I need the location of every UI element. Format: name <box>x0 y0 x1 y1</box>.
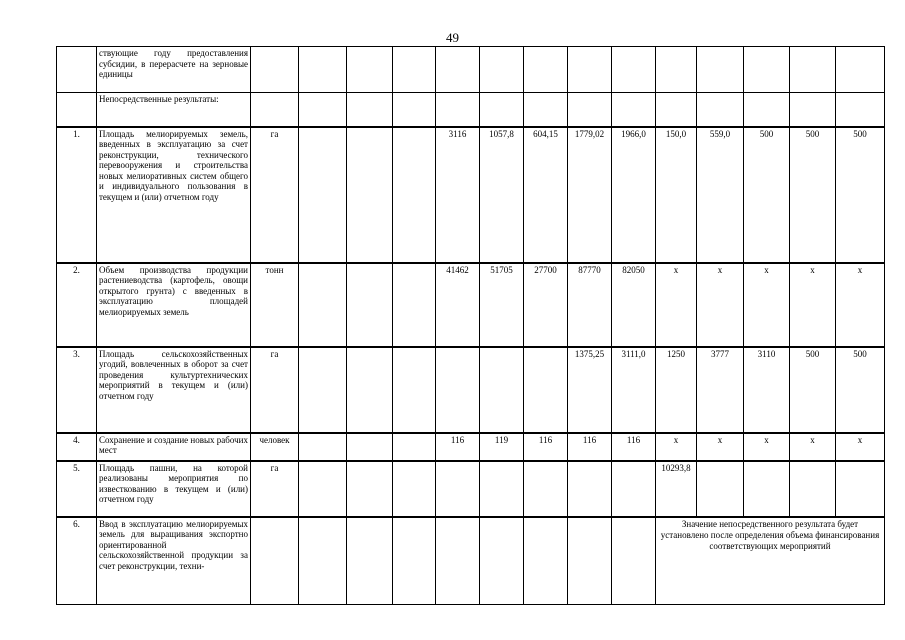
value-cell <box>524 461 568 517</box>
value-cell <box>347 127 393 263</box>
value-cell <box>480 347 524 433</box>
value-cell <box>299 127 347 263</box>
value-cell <box>524 47 568 93</box>
value-cell <box>524 93 568 127</box>
value-cell <box>480 461 524 517</box>
unit-cell: га <box>251 347 299 433</box>
row-number <box>57 47 97 93</box>
value-cell <box>568 47 612 93</box>
unit-cell <box>251 93 299 127</box>
value-cell <box>393 93 436 127</box>
table-row <box>57 263 885 347</box>
value-cell: 3111,0 <box>612 347 656 433</box>
value-cell <box>347 93 393 127</box>
value-cell <box>347 433 393 461</box>
unit-cell: человек <box>251 433 299 461</box>
value-cell: 1779,02 <box>568 127 612 263</box>
value-cell: 87770 <box>568 263 612 347</box>
value-cell: х <box>744 263 790 347</box>
value-cell <box>393 127 436 263</box>
table-row <box>57 93 885 127</box>
value-cell <box>836 47 885 93</box>
value-cell: 604,15 <box>524 127 568 263</box>
value-cell <box>744 47 790 93</box>
unit-cell <box>251 517 299 605</box>
value-cell: х <box>656 433 697 461</box>
value-cell <box>568 93 612 127</box>
value-cell <box>299 433 347 461</box>
value-cell <box>568 461 612 517</box>
value-cell <box>480 47 524 93</box>
value-cell: х <box>790 433 836 461</box>
value-cell <box>436 47 480 93</box>
value-cell: 116 <box>524 433 568 461</box>
indicator-name: Объем производства продукции растениеводства (картофель, овощи открытого грунта) с введенных в эксплуатацию площадей мелиорируемых земель <box>97 263 251 347</box>
row-number: 3. <box>57 347 97 433</box>
row-number: 4. <box>57 433 97 461</box>
value-cell <box>612 93 656 127</box>
value-cell: 10293,8 <box>656 461 697 517</box>
value-cell: 500 <box>790 127 836 263</box>
value-cell <box>347 461 393 517</box>
value-cell: 1057,8 <box>480 127 524 263</box>
value-cell: 559,0 <box>697 127 744 263</box>
value-cell <box>299 517 347 605</box>
value-cell: 116 <box>612 433 656 461</box>
value-cell: 119 <box>480 433 524 461</box>
value-cell: 500 <box>836 347 885 433</box>
value-cell <box>393 263 436 347</box>
unit-cell: тонн <box>251 263 299 347</box>
value-cell <box>393 517 436 605</box>
value-cell: 116 <box>436 433 480 461</box>
value-cell: 3110 <box>744 347 790 433</box>
table-row <box>57 47 885 93</box>
row-number: 6. <box>57 517 97 605</box>
value-cell: 3777 <box>697 347 744 433</box>
value-cell: 500 <box>836 127 885 263</box>
row-number: 1. <box>57 127 97 263</box>
value-cell <box>393 433 436 461</box>
value-cell: х <box>790 263 836 347</box>
value-cell <box>436 93 480 127</box>
indicator-table <box>56 46 885 605</box>
indicator-name: ствующие году предоставления субсидии, в перерасчете на зерновые единицы <box>97 47 251 93</box>
value-cell: 150,0 <box>656 127 697 263</box>
value-cell <box>697 47 744 93</box>
indicator-name: Площадь пашни, на которой реализованы мероприятия по известкованию в текущем и (или) отчетном году <box>97 461 251 517</box>
value-cell <box>393 347 436 433</box>
indicator-name: Непосредственные результаты: <box>97 93 251 127</box>
value-cell <box>480 517 524 605</box>
value-cell: х <box>836 433 885 461</box>
value-cell <box>697 93 744 127</box>
unit-cell: га <box>251 461 299 517</box>
value-cell: 500 <box>790 347 836 433</box>
value-cell: х <box>744 433 790 461</box>
value-cell <box>436 347 480 433</box>
unit-cell <box>251 47 299 93</box>
value-cell <box>347 263 393 347</box>
table-row <box>57 517 885 605</box>
note-cell: Значение непосредственного результата будет установлено после определения объема финансирования соответствующих мероприятий <box>656 517 885 605</box>
value-cell: х <box>656 263 697 347</box>
value-cell <box>612 517 656 605</box>
value-cell <box>836 461 885 517</box>
value-cell <box>612 47 656 93</box>
row-number: 2. <box>57 263 97 347</box>
value-cell: 41462 <box>436 263 480 347</box>
value-cell: 82050 <box>612 263 656 347</box>
value-cell <box>393 47 436 93</box>
value-cell: 1250 <box>656 347 697 433</box>
value-cell <box>299 47 347 93</box>
table-row <box>57 127 885 263</box>
value-cell: 116 <box>568 433 612 461</box>
value-cell: 1966,0 <box>612 127 656 263</box>
table-row <box>57 433 885 461</box>
value-cell <box>524 347 568 433</box>
value-cell: 3116 <box>436 127 480 263</box>
table-row <box>57 461 885 517</box>
value-cell: 500 <box>744 127 790 263</box>
value-cell: 27700 <box>524 263 568 347</box>
value-cell <box>299 347 347 433</box>
indicator-name: Сохранение и создание новых рабочих мест <box>97 433 251 461</box>
row-number <box>57 93 97 127</box>
value-cell: х <box>697 433 744 461</box>
value-cell <box>480 93 524 127</box>
value-cell: х <box>697 263 744 347</box>
page-number: 49 <box>446 30 459 45</box>
value-cell <box>656 93 697 127</box>
indicator-name: Ввод в эксплуатацию мелиорируемых земель для выращивания экспортно ориентированной сельскохозяйственной продукции за счет реконструкции, техни- <box>97 517 251 605</box>
value-cell <box>568 517 612 605</box>
value-cell <box>744 461 790 517</box>
value-cell <box>436 461 480 517</box>
value-cell <box>393 461 436 517</box>
value-cell <box>347 47 393 93</box>
value-cell <box>790 47 836 93</box>
table-row <box>57 347 885 433</box>
value-cell <box>524 517 568 605</box>
indicator-name: Площадь мелиорируемых земель, введенных в эксплуатацию за счет реконструкции, технического перевооружения и строительства новых мелиоративных систем общего и индивидуального пользования в текущем и (или) отчетном году <box>97 127 251 263</box>
unit-cell: га <box>251 127 299 263</box>
value-cell <box>347 517 393 605</box>
value-cell <box>836 93 885 127</box>
value-cell <box>299 93 347 127</box>
value-cell <box>744 93 790 127</box>
value-cell <box>612 461 656 517</box>
row-number: 5. <box>57 461 97 517</box>
value-cell <box>790 461 836 517</box>
value-cell <box>656 47 697 93</box>
value-cell <box>299 461 347 517</box>
value-cell: 51705 <box>480 263 524 347</box>
value-cell <box>697 461 744 517</box>
value-cell <box>347 347 393 433</box>
value-cell: 1375,25 <box>568 347 612 433</box>
value-cell <box>299 263 347 347</box>
value-cell <box>436 517 480 605</box>
indicator-name: Площадь сельскохозяйственных угодий, вовлеченных в оборот за счет проведения культуртехнических мероприятий в текущем и (или) отчетном году <box>97 347 251 433</box>
value-cell <box>790 93 836 127</box>
value-cell: х <box>836 263 885 347</box>
